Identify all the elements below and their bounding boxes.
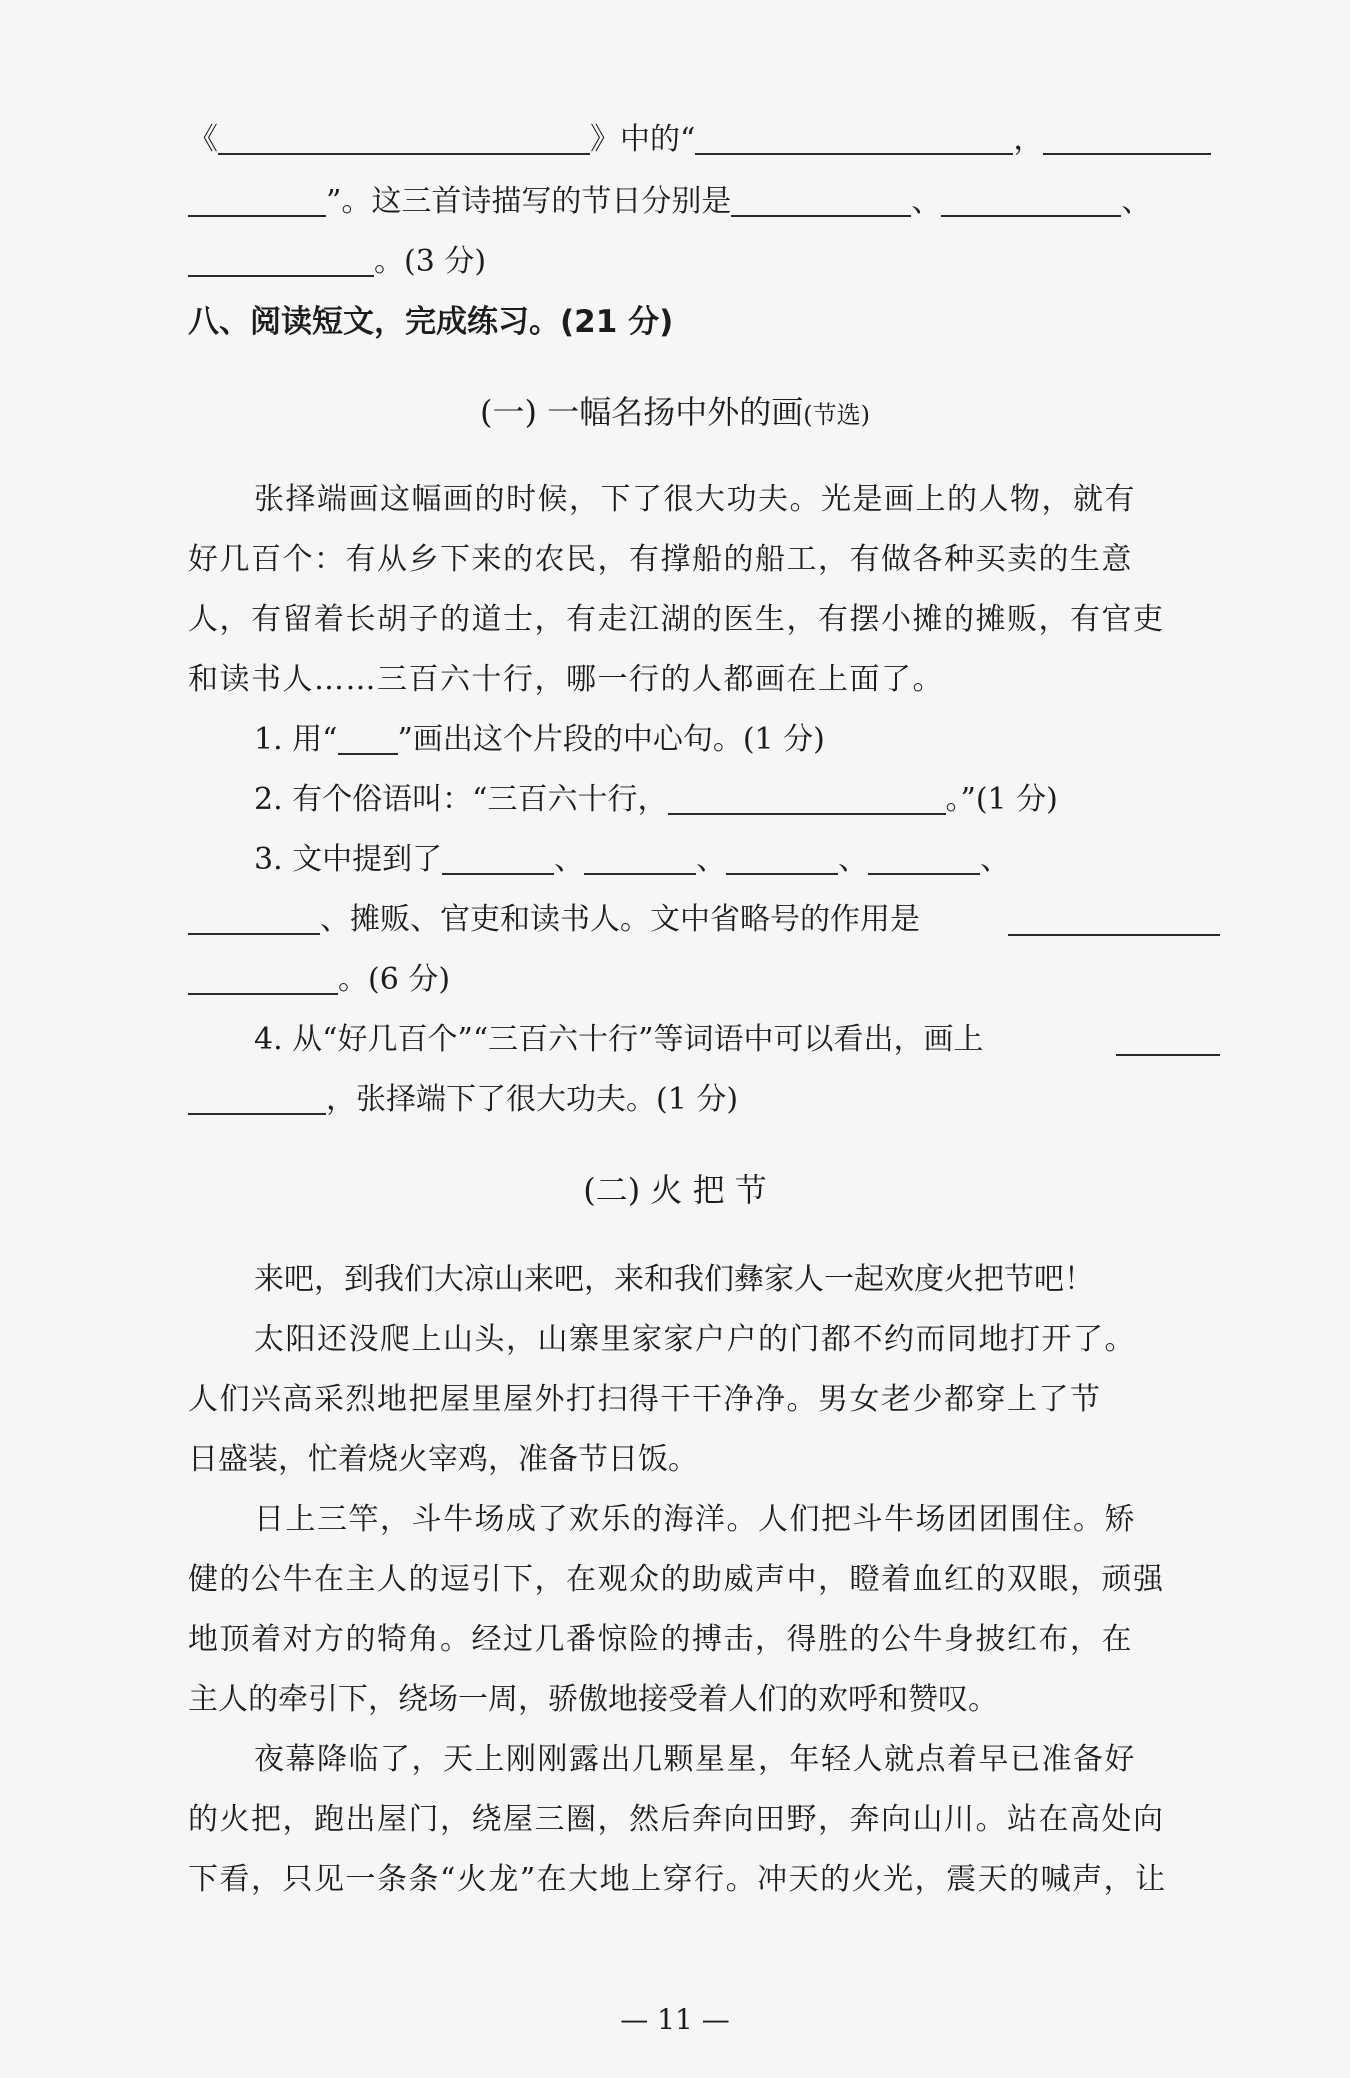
separator: 、 — [838, 842, 869, 877]
question-text: 4. 从“好几百个”“三百六十行”等词语中可以看出，画上 — [254, 1022, 984, 1057]
question-1 — [254, 718, 1220, 762]
paragraph-line: 下看，只见一条条“火龙”在大地上穿行。冲天的火光，震天的喊声，让 — [188, 1862, 1167, 1897]
q7-line-2 — [188, 180, 1220, 224]
paragraph-line: 张择端画这幅画的时候，下了很大功夫。光是画上的人物，就有 — [254, 482, 1136, 517]
passage-title-text: (一) 一幅名扬中外的画 — [480, 393, 804, 431]
question-text: 。”(1 分) — [945, 782, 1058, 817]
separator: 、 — [696, 842, 727, 877]
answer-blank[interactable] — [442, 843, 554, 875]
question-text: 1. 用“ — [254, 722, 338, 757]
answer-blank[interactable] — [668, 783, 946, 815]
paragraph-line: 太阳还没爬上山头，山寨里家家户户的门都不约而同地打开了。 — [254, 1322, 1136, 1357]
question-4 — [254, 1018, 1220, 1062]
paragraph-line: 人，有留着长胡子的道士，有走江湖的医生，有摆小摊的摊贩，有官吏 — [188, 602, 1165, 637]
passage-title — [0, 390, 1350, 437]
q7-text: 。(3 分) — [374, 244, 487, 279]
separator: 、 — [554, 842, 585, 877]
answer-blank[interactable] — [1043, 123, 1211, 155]
q7-text: 》中的“ — [590, 122, 696, 157]
answer-blank[interactable] — [868, 843, 980, 875]
answer-blank[interactable] — [731, 185, 911, 217]
page-number: — 11 — — [620, 2003, 730, 2036]
answer-blank[interactable] — [726, 843, 838, 875]
answer-blank[interactable] — [188, 245, 374, 277]
answer-blank[interactable] — [218, 123, 590, 155]
answer-blank[interactable] — [584, 843, 696, 875]
question-text: ”画出这个片段的中心句。(1 分) — [397, 722, 825, 757]
answer-blank[interactable] — [188, 185, 326, 217]
answer-blank[interactable] — [941, 185, 1121, 217]
answer-blank[interactable] — [1116, 1024, 1220, 1056]
paragraph-line: 的火把，跑出屋门，绕屋三圈，然后奔向田野，奔向山川。站在高处向 — [188, 1802, 1165, 1837]
question-text: 。(6 分) — [338, 962, 451, 997]
paragraph-line: 夜幕降临了，天上刚刚露出几颗星星，年轻人就点着早已准备好 — [254, 1742, 1136, 1777]
paragraph-line: 日盛装，忙着烧火宰鸡，准备节日饭。 — [188, 1442, 698, 1477]
answer-blank[interactable] — [188, 903, 320, 935]
section-heading: 八、阅读短文，完成练习。(21 分) — [188, 304, 674, 340]
question-text: 2. 有个俗语叫：“三百六十行， — [254, 782, 668, 817]
passage-title-note: (节选) — [803, 401, 870, 429]
question-4-cont — [188, 1078, 1220, 1122]
answer-blank[interactable] — [188, 963, 338, 995]
paragraph-line: 日上三竿，斗牛场成了欢乐的海洋。人们把斗牛场团团围住。矫 — [254, 1502, 1136, 1537]
paragraph-line: 好几百个：有从乡下来的农民，有撑船的船工，有做各种买卖的生意 — [188, 542, 1133, 577]
q7-text: 、 — [911, 184, 942, 219]
paragraph-line: 健的公牛在主人的逗引下，在观众的助威声中，瞪着血红的双眼，顽强 — [188, 1562, 1165, 1597]
question-text: 、摊贩、官吏和读书人。文中省略号的作用是 — [320, 902, 920, 937]
q7-text: 、 — [1121, 184, 1152, 219]
question-text: ，张择端下了很大功夫。(1 分) — [326, 1082, 739, 1117]
q7-text: ”。这三首诗描写的节日分别是 — [326, 184, 732, 219]
separator: 、 — [980, 842, 1011, 877]
paragraph-line: 人们兴高采烈地把屋里屋外打扫得干干净净。男女老少都穿上了节 — [188, 1382, 1102, 1417]
q7-line-3 — [188, 240, 1220, 284]
paragraph-line: 来吧，到我们大凉山来吧，来和我们彝家人一起欢度火把节吧！ — [254, 1262, 1094, 1297]
answer-blank[interactable] — [1008, 904, 1220, 936]
answer-blank[interactable] — [695, 123, 1013, 155]
q7-text: ， — [1013, 122, 1044, 157]
question-2 — [254, 778, 1220, 822]
question-3 — [254, 838, 1220, 882]
q7-line-1 — [188, 118, 1220, 162]
q7-text: 《 — [188, 122, 218, 157]
question-3-end — [188, 958, 1220, 1002]
paragraph-line: 地顶着对方的犄角。经过几番惊险的搏击，得胜的公牛身披红布，在 — [188, 1622, 1133, 1657]
paragraph-line: 主人的牵引下，绕场一周，骄傲地接受着人们的欢呼和赞叹。 — [188, 1682, 998, 1717]
answer-blank[interactable] — [338, 723, 398, 755]
paragraph-line: 和读书人……三百六十行，哪一行的人都画在上面了。 — [188, 662, 944, 697]
passage-title: (二) 火 把 节 — [583, 1171, 767, 1209]
question-text: 3. 文中提到了 — [254, 842, 443, 877]
answer-blank[interactable] — [188, 1083, 326, 1115]
question-3-cont — [188, 898, 1220, 942]
